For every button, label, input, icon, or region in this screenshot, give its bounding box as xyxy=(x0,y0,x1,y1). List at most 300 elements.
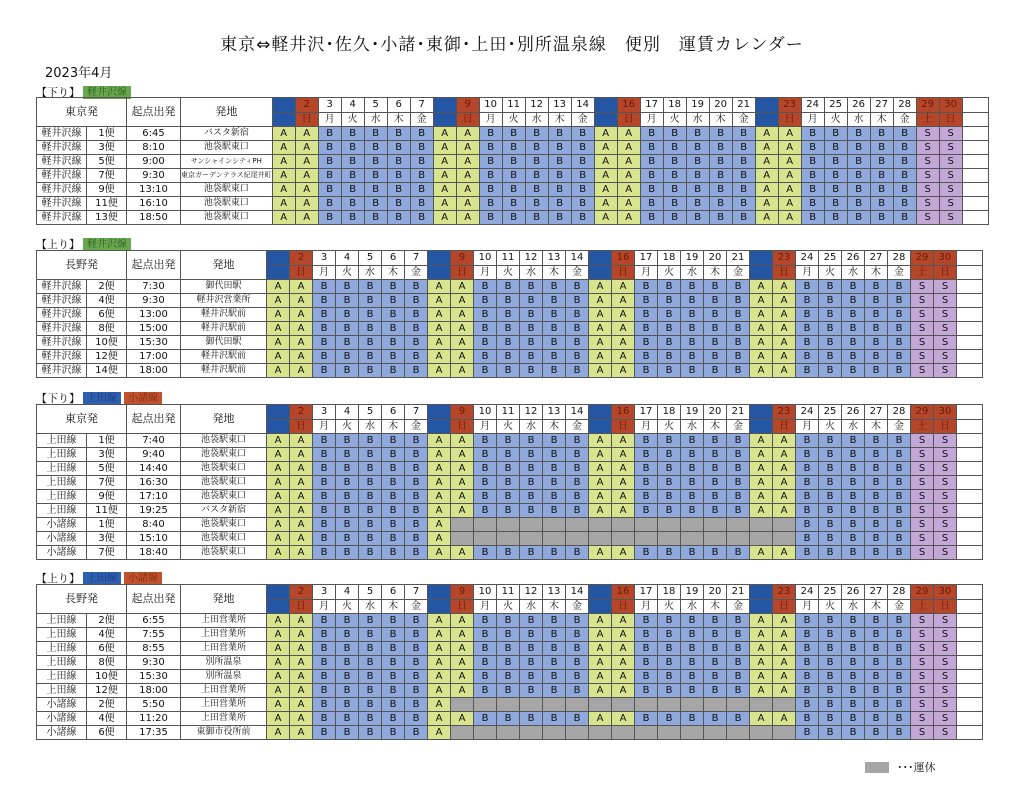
fare-cell: A xyxy=(428,462,451,476)
day-number: 6 xyxy=(382,251,405,266)
fare-cell: B xyxy=(502,197,525,211)
fare-cell: A xyxy=(433,141,456,155)
fare-cell: B xyxy=(405,684,428,698)
fare-cell: S xyxy=(934,532,957,546)
table-row xyxy=(37,546,983,560)
trip-number: 1便 xyxy=(87,434,127,448)
origin-place: 軽井沢駅前 xyxy=(181,308,267,322)
weekday: 木 xyxy=(548,113,571,127)
route-line: 上田線 xyxy=(37,476,87,490)
fare-cell xyxy=(589,726,612,740)
fare-cell: B xyxy=(865,670,888,684)
fare-cell: B xyxy=(566,628,589,642)
route-line: 小諸線 xyxy=(37,532,87,546)
route-line: 軽井沢線 xyxy=(37,280,87,294)
day-number: 20 xyxy=(704,251,727,266)
day-number: 5 xyxy=(364,98,387,113)
fare-cell: A xyxy=(272,197,295,211)
depart-time: 15:10 xyxy=(127,532,181,546)
table-row xyxy=(37,628,983,642)
fare-cell: A xyxy=(267,712,290,726)
day-number: 30 xyxy=(934,251,957,266)
header-depart-time: 起点出発 xyxy=(127,98,181,127)
fare-cell: B xyxy=(359,504,382,518)
fare-cell: A xyxy=(267,350,290,364)
fare-cell: A xyxy=(267,628,290,642)
fare-cell: B xyxy=(479,155,502,169)
fare-cell: B xyxy=(704,628,727,642)
trip-number: 5便 xyxy=(87,462,127,476)
day-number: 2 xyxy=(290,405,313,420)
day-number: 27 xyxy=(865,405,888,420)
fare-cell: B xyxy=(382,518,405,532)
fare-cell: B xyxy=(405,294,428,308)
weekday: 日 xyxy=(773,266,796,280)
fare-cell: B xyxy=(704,364,727,378)
route-line: 小諸線 xyxy=(37,726,87,740)
fare-cell xyxy=(635,726,658,740)
weekday: 土 xyxy=(594,113,617,127)
fare-cell: B xyxy=(336,698,359,712)
day-number: 11 xyxy=(497,585,520,600)
fare-cell: A xyxy=(778,183,801,197)
fare-cell: B xyxy=(796,642,819,656)
weekday: 金 xyxy=(888,600,911,614)
weekday: 土 xyxy=(428,600,451,614)
fare-cell: A xyxy=(267,684,290,698)
day-number: 26 xyxy=(847,98,870,113)
fare-cell: A xyxy=(612,336,635,350)
fare-calendar-table xyxy=(36,404,983,560)
fare-cell: A xyxy=(290,364,313,378)
header-place: 発地 xyxy=(181,405,267,434)
fare-cell xyxy=(520,726,543,740)
route-line: 軽井沢線 xyxy=(37,294,87,308)
fare-cell: B xyxy=(474,448,497,462)
fare-cell: B xyxy=(727,712,750,726)
fare-cell: S xyxy=(934,350,957,364)
empty-cell xyxy=(957,462,983,476)
fare-cell: B xyxy=(405,532,428,546)
fare-cell: A xyxy=(290,684,313,698)
fare-cell: B xyxy=(796,698,819,712)
fare-cell: B xyxy=(888,642,911,656)
fare-cell: B xyxy=(658,476,681,490)
fare-cell: A xyxy=(267,642,290,656)
fare-cell: B xyxy=(382,448,405,462)
fare-cell: A xyxy=(267,698,290,712)
weekday: 金 xyxy=(727,420,750,434)
fare-cell: A xyxy=(295,141,318,155)
fare-cell: B xyxy=(382,670,405,684)
fare-cell: B xyxy=(525,211,548,225)
fare-cell: B xyxy=(681,280,704,294)
fare-cell: A xyxy=(750,350,773,364)
fare-cell: B xyxy=(686,127,709,141)
route-line: 上田線 xyxy=(37,490,87,504)
day-number: 18 xyxy=(658,585,681,600)
empty-cell xyxy=(957,405,983,420)
fare-cell: B xyxy=(548,211,571,225)
fare-cell: A xyxy=(433,197,456,211)
fare-cell: A xyxy=(428,712,451,726)
fare-cell: B xyxy=(819,490,842,504)
day-number: 30 xyxy=(934,585,957,600)
fare-cell: B xyxy=(497,476,520,490)
fare-cell: S xyxy=(911,434,934,448)
fare-cell: S xyxy=(916,197,939,211)
fare-cell: A xyxy=(750,684,773,698)
weekday: 月 xyxy=(479,113,502,127)
fare-cell: B xyxy=(824,169,847,183)
fare-cell: A xyxy=(755,169,778,183)
fare-cell: B xyxy=(658,336,681,350)
fare-cell: A xyxy=(451,628,474,642)
fare-cell: S xyxy=(911,476,934,490)
fare-cell: B xyxy=(364,169,387,183)
day-number: 24 xyxy=(801,98,824,113)
day-number: 24 xyxy=(796,585,819,600)
fare-cell: B xyxy=(571,169,594,183)
fare-cell: B xyxy=(474,336,497,350)
weekday: 木 xyxy=(865,600,888,614)
fare-cell: A xyxy=(267,322,290,336)
fare-cell: B xyxy=(819,726,842,740)
depart-time: 14:40 xyxy=(127,462,181,476)
fare-cell: A xyxy=(267,434,290,448)
day-number: 13 xyxy=(548,98,571,113)
fare-cell: B xyxy=(681,336,704,350)
fare-cell: B xyxy=(405,462,428,476)
fare-cell: B xyxy=(727,642,750,656)
fare-cell: S xyxy=(911,322,934,336)
header-origin: 東京発 xyxy=(37,405,127,434)
fare-cell: B xyxy=(336,712,359,726)
fare-cell: A xyxy=(451,308,474,322)
fare-cell: B xyxy=(635,308,658,322)
fare-cell: B xyxy=(732,141,755,155)
fare-cell: S xyxy=(916,211,939,225)
fare-cell: B xyxy=(824,127,847,141)
fare-cell: B xyxy=(801,141,824,155)
fare-cell: B xyxy=(313,656,336,670)
fare-cell: S xyxy=(939,197,962,211)
fare-cell: A xyxy=(451,364,474,378)
fare-cell: B xyxy=(336,308,359,322)
fare-cell: B xyxy=(819,684,842,698)
depart-time: 13:00 xyxy=(127,308,181,322)
fare-cell: A xyxy=(773,462,796,476)
fare-cell: B xyxy=(313,280,336,294)
fare-cell: B xyxy=(318,169,341,183)
fare-cell: B xyxy=(888,684,911,698)
weekday: 水 xyxy=(525,113,548,127)
fare-cell: A xyxy=(295,211,318,225)
fare-cell: B xyxy=(359,280,382,294)
fare-cell: S xyxy=(911,670,934,684)
day-number: 28 xyxy=(888,405,911,420)
fare-cell: B xyxy=(704,434,727,448)
fare-cell: B xyxy=(681,642,704,656)
fare-cell: B xyxy=(635,434,658,448)
fare-cell: B xyxy=(497,504,520,518)
fare-cell: B xyxy=(635,656,658,670)
fare-cell: A xyxy=(773,628,796,642)
fare-cell: B xyxy=(405,322,428,336)
weekday: 土 xyxy=(911,266,934,280)
day-number: 12 xyxy=(525,98,548,113)
fare-cell: S xyxy=(934,434,957,448)
weekday: 月 xyxy=(640,113,663,127)
fare-cell: B xyxy=(359,532,382,546)
weekday: 月 xyxy=(474,600,497,614)
day-number: 6 xyxy=(382,585,405,600)
fare-cell: B xyxy=(497,614,520,628)
weekday: 水 xyxy=(681,420,704,434)
weekday: 水 xyxy=(359,600,382,614)
fare-cell: B xyxy=(405,546,428,560)
fare-cell: A xyxy=(451,462,474,476)
fare-cell xyxy=(681,532,704,546)
fare-cell: B xyxy=(888,532,911,546)
weekday: 土 xyxy=(267,600,290,614)
fare-cell: A xyxy=(589,364,612,378)
fare-cell: S xyxy=(911,490,934,504)
weekday: 日 xyxy=(451,600,474,614)
fare-cell: B xyxy=(474,546,497,560)
day-number: 24 xyxy=(796,405,819,420)
fare-cell: B xyxy=(865,642,888,656)
fare-cell: S xyxy=(911,684,934,698)
day-number: 7 xyxy=(405,405,428,420)
fare-cell: B xyxy=(727,280,750,294)
fare-cell: S xyxy=(911,546,934,560)
depart-time: 5:50 xyxy=(127,698,181,712)
fare-cell: A xyxy=(451,434,474,448)
fare-cell: B xyxy=(566,684,589,698)
fare-cell: B xyxy=(663,183,686,197)
weekday: 金 xyxy=(732,113,755,127)
fare-cell: B xyxy=(382,656,405,670)
fare-cell: B xyxy=(819,670,842,684)
trip-number: 6便 xyxy=(87,726,127,740)
fare-cell: A xyxy=(594,141,617,155)
fare-cell: A xyxy=(589,614,612,628)
day-number: 26 xyxy=(842,585,865,600)
fare-cell: B xyxy=(497,448,520,462)
weekday: 日 xyxy=(934,266,957,280)
weekday: 火 xyxy=(819,266,842,280)
fare-cell: S xyxy=(916,169,939,183)
origin-place: 池袋駅東口 xyxy=(181,211,273,225)
fare-cell: A xyxy=(612,712,635,726)
fare-cell: B xyxy=(313,294,336,308)
fare-cell: B xyxy=(359,726,382,740)
fare-cell: B xyxy=(479,197,502,211)
fare-cell: B xyxy=(474,656,497,670)
fare-cell: B xyxy=(341,183,364,197)
fare-cell: A xyxy=(451,322,474,336)
fare-cell: B xyxy=(727,336,750,350)
fare-cell: B xyxy=(819,698,842,712)
fare-cell: B xyxy=(681,670,704,684)
day-number: 26 xyxy=(842,405,865,420)
fare-cell: B xyxy=(502,183,525,197)
fare-cell: B xyxy=(497,684,520,698)
fare-cell: A xyxy=(589,448,612,462)
fare-cell: B xyxy=(819,628,842,642)
fare-cell: B xyxy=(543,642,566,656)
fare-cell: A xyxy=(272,127,295,141)
fare-cell: B xyxy=(796,614,819,628)
origin-place: 池袋駅東口 xyxy=(181,462,267,476)
empty-cell xyxy=(957,670,983,684)
fare-cell: B xyxy=(341,169,364,183)
fare-cell: A xyxy=(589,504,612,518)
fare-cell: B xyxy=(842,670,865,684)
depart-time: 6:55 xyxy=(127,614,181,628)
depart-time: 6:45 xyxy=(127,127,181,141)
fare-cell: B xyxy=(663,141,686,155)
fare-cell: B xyxy=(681,364,704,378)
fare-cell: B xyxy=(525,197,548,211)
fare-cell: B xyxy=(543,614,566,628)
fare-cell: A xyxy=(428,670,451,684)
route-line: 上田線 xyxy=(37,656,87,670)
fare-cell: B xyxy=(801,169,824,183)
fare-cell: B xyxy=(336,336,359,350)
table-row xyxy=(37,141,989,155)
day-number: 1 xyxy=(272,98,295,113)
fare-cell: B xyxy=(681,308,704,322)
fare-cell: B xyxy=(796,476,819,490)
fare-cell: B xyxy=(842,656,865,670)
fare-cell: B xyxy=(704,462,727,476)
weekday: 月 xyxy=(635,266,658,280)
fare-cell: B xyxy=(566,490,589,504)
table-row xyxy=(37,642,983,656)
fare-cell: B xyxy=(824,155,847,169)
origin-place: 上田営業所 xyxy=(181,712,267,726)
fare-cell: A xyxy=(451,448,474,462)
day-number: 13 xyxy=(543,405,566,420)
empty-cell xyxy=(957,266,983,280)
fare-cell: B xyxy=(543,546,566,560)
day-number: 9 xyxy=(451,405,474,420)
fare-cell: B xyxy=(405,448,428,462)
fare-cell: B xyxy=(359,448,382,462)
fare-cell: A xyxy=(750,670,773,684)
day-number: 21 xyxy=(732,98,755,113)
route-line: 小諸線 xyxy=(37,518,87,532)
depart-time: 11:20 xyxy=(127,712,181,726)
weekday: 木 xyxy=(870,113,893,127)
route-line: 軽井沢線 xyxy=(37,141,87,155)
fare-cell: S xyxy=(934,490,957,504)
weekday: 水 xyxy=(520,266,543,280)
fare-cell: B xyxy=(336,642,359,656)
empty-cell xyxy=(957,698,983,712)
weekday: 火 xyxy=(658,266,681,280)
fare-cell: B xyxy=(497,462,520,476)
fare-cell: S xyxy=(934,280,957,294)
fare-cell: B xyxy=(336,294,359,308)
fare-cell: A xyxy=(428,308,451,322)
fare-cell: A xyxy=(773,490,796,504)
empty-cell xyxy=(957,308,983,322)
fare-cell: B xyxy=(704,490,727,504)
fare-cell: B xyxy=(543,476,566,490)
fare-cell: S xyxy=(939,127,962,141)
fare-cell: B xyxy=(566,308,589,322)
table-row xyxy=(37,197,989,211)
fare-cell: A xyxy=(750,642,773,656)
fare-cell: B xyxy=(635,684,658,698)
fare-cell: A xyxy=(433,155,456,169)
fare-cell: B xyxy=(313,698,336,712)
fare-cell: B xyxy=(870,169,893,183)
fare-cell: B xyxy=(681,322,704,336)
fare-cell: A xyxy=(267,656,290,670)
weekday: 木 xyxy=(543,600,566,614)
fare-cell: B xyxy=(658,684,681,698)
fare-cell: A xyxy=(750,462,773,476)
fare-cell: B xyxy=(709,197,732,211)
fare-cell: B xyxy=(520,642,543,656)
fare-cell: A xyxy=(267,462,290,476)
table-row xyxy=(37,518,983,532)
fare-cell: B xyxy=(888,364,911,378)
table-row xyxy=(37,670,983,684)
fare-cell: B xyxy=(313,308,336,322)
fare-cell: B xyxy=(870,127,893,141)
fare-cell: B xyxy=(727,294,750,308)
fare-cell: B xyxy=(635,448,658,462)
weekday: 月 xyxy=(318,113,341,127)
fare-cell xyxy=(451,532,474,546)
fare-cell: B xyxy=(681,628,704,642)
fare-cell: B xyxy=(796,532,819,546)
fare-cell: A xyxy=(612,642,635,656)
fare-cell xyxy=(658,532,681,546)
fare-cell: B xyxy=(819,322,842,336)
empty-cell xyxy=(957,251,983,266)
fare-cell: S xyxy=(911,280,934,294)
origin-place: 別所温泉 xyxy=(181,656,267,670)
origin-place: 池袋駅東口 xyxy=(181,532,267,546)
fare-cell: B xyxy=(548,141,571,155)
fare-cell: A xyxy=(589,684,612,698)
fare-cell: A xyxy=(433,183,456,197)
fare-cell: B xyxy=(336,434,359,448)
origin-place: 池袋駅東口 xyxy=(181,183,273,197)
fare-cell: B xyxy=(635,642,658,656)
depart-time: 8:40 xyxy=(127,518,181,532)
fare-cell: B xyxy=(474,280,497,294)
fare-cell: B xyxy=(727,656,750,670)
fare-cell: B xyxy=(865,614,888,628)
day-number: 10 xyxy=(479,98,502,113)
fare-cell: B xyxy=(819,434,842,448)
fare-cell: B xyxy=(658,308,681,322)
fare-cell: B xyxy=(847,169,870,183)
fare-cell xyxy=(566,518,589,532)
fare-cell: B xyxy=(819,476,842,490)
fare-cell: B xyxy=(681,684,704,698)
fare-cell: A xyxy=(290,322,313,336)
fare-cell: B xyxy=(543,462,566,476)
fare-cell: B xyxy=(359,336,382,350)
